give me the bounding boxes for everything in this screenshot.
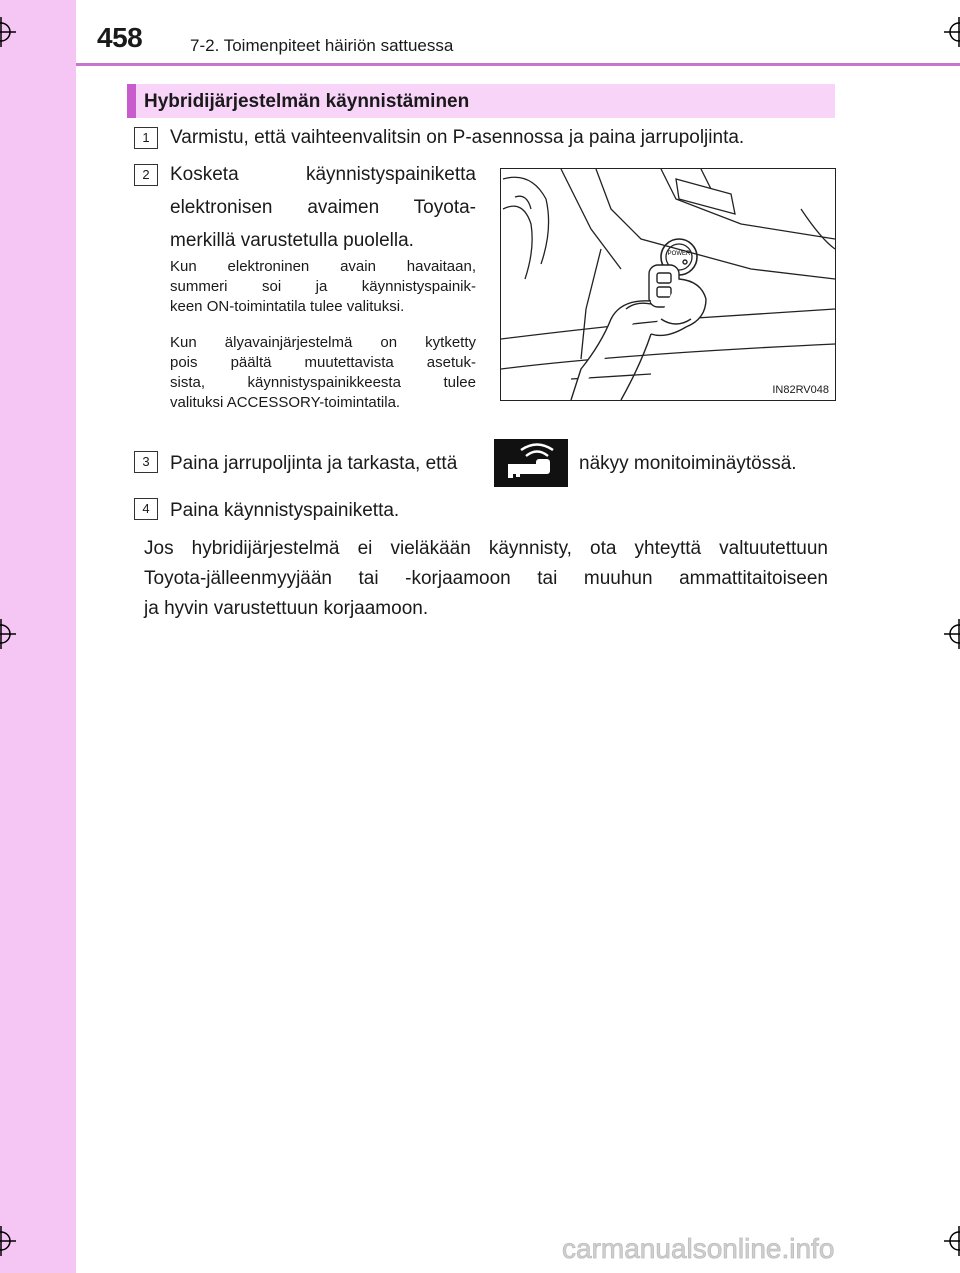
note-line: summeri soi ja käynnistyspainik- [170, 278, 476, 295]
step-number: 1 [134, 127, 158, 149]
hand-key-power-button-illustration [500, 168, 836, 401]
section-accent [127, 84, 136, 118]
registration-mark-icon [0, 619, 16, 649]
note-line: sista, käynnistyspainikkeesta tulee [170, 374, 476, 391]
note-line: Kun älyavainjärjestelmä on kytketty [170, 334, 476, 351]
step-text-line: Kosketa käynnistyspainiketta [170, 164, 476, 185]
note-line: keen ON-toimintatila tulee valituksi. [170, 298, 405, 315]
step-text: Paina käynnistyspainiketta. [170, 500, 400, 521]
note-line: Kun elektroninen avain havaitaan, [170, 258, 476, 275]
section-title: Hybridijärjestelmän käynnistäminen [144, 91, 470, 112]
registration-mark-icon [0, 17, 16, 47]
registration-mark-icon [0, 1226, 16, 1256]
page-number: 458 [97, 22, 143, 53]
step-text-line: elektronisen avaimen Toyota- [170, 197, 476, 218]
step-number: 4 [134, 498, 158, 520]
step-text: Varmistu, että vaihteenvalitsin on P-asennossa ja paina jarrupoljinta. [170, 127, 745, 148]
svg-text:carmanualsonline.info: carmanualsonline.info [562, 1233, 835, 1264]
figure-code: IN82RV048 [772, 384, 829, 396]
closing-line: Toyota-jälleenmyyjään tai -korjaamoon tai muuhun ammattitaitoiseen [144, 568, 828, 589]
step-number: 3 [134, 451, 158, 473]
note-line: valituksi ACCESSORY-toimintatila. [170, 394, 401, 411]
registration-mark-icon [944, 17, 960, 47]
step-text-line: merkillä varustetulla puolella. [170, 230, 414, 251]
note-line: pois päältä muutettavista asetuk- [170, 354, 476, 371]
key-icon [494, 439, 568, 487]
step-number: 2 [134, 164, 158, 186]
power-button-label: POWER [667, 251, 691, 257]
registration-mark-icon [944, 619, 960, 649]
watermark-logo [560, 1230, 950, 1268]
step-text: Paina jarrupoljinta ja tarkasta, että [170, 453, 458, 474]
closing-line: ja hyvin varustettuun korjaamoon. [144, 598, 429, 619]
header-rule [76, 63, 960, 66]
section-heading-bar [127, 84, 835, 118]
key-wireless-indicator-icon [494, 439, 568, 487]
chapter-title: 7-2. Toimenpiteet häiriön sattuessa [190, 36, 454, 55]
closing-line: Jos hybridijärjestelmä ei vieläkään käynnisty, ota yhteyttä valtuutettuun [144, 538, 828, 559]
step-text: näkyy monitoiminäytössä. [579, 453, 797, 474]
illustration-drawing [501, 169, 835, 400]
